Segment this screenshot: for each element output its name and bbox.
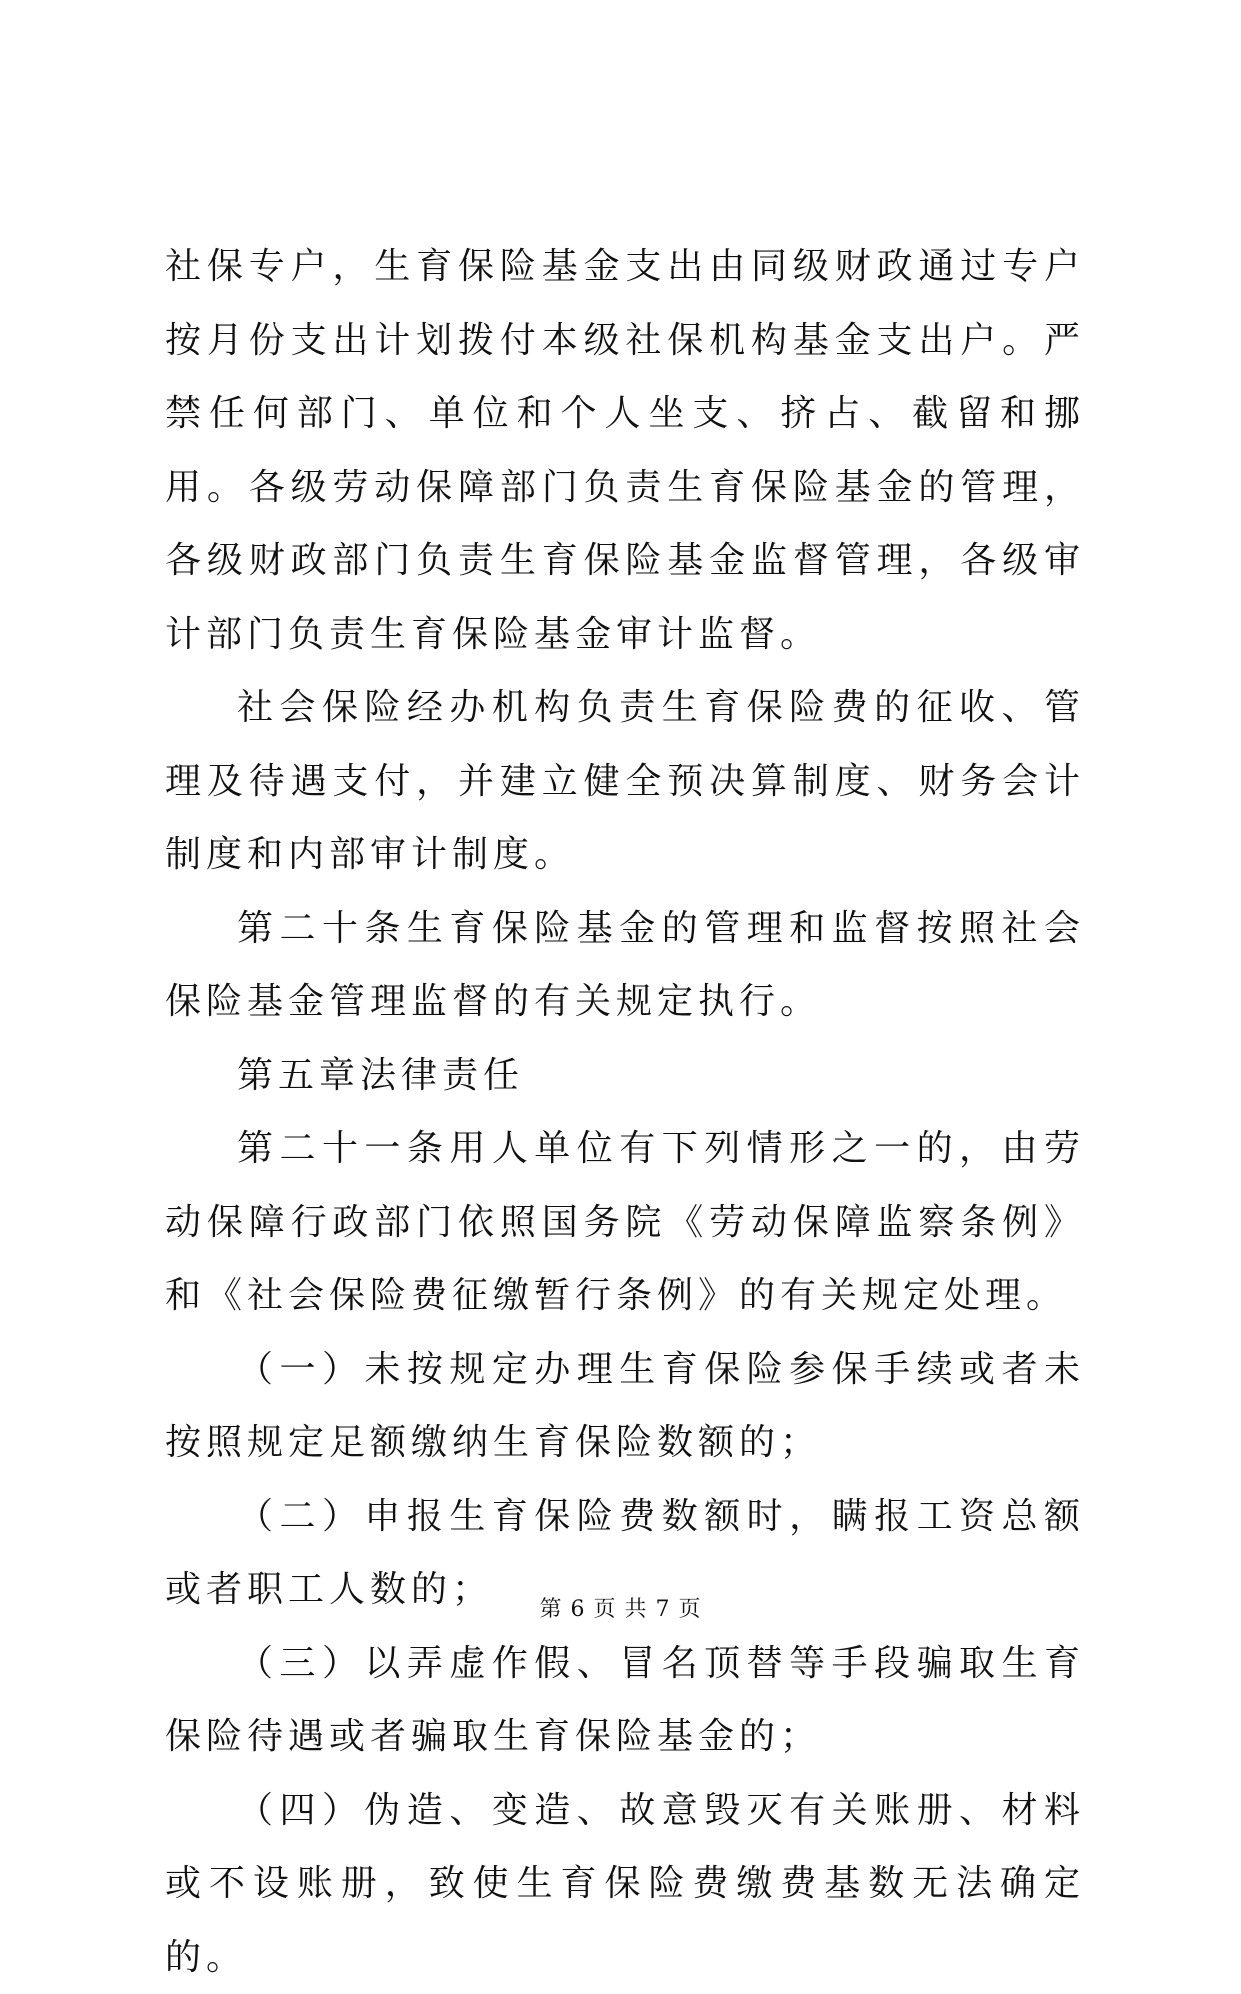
paragraph-article-20: 第二十条生育保险基金的管理和监督按照社会保险基金管理监督的有关规定执行。 [165, 892, 1085, 1039]
list-item-1: （一）未按规定办理生育保险参保手续或者未按照规定足额缴纳生育保险数额的； [165, 1333, 1085, 1480]
paragraph-agency-duties: 社会保险经办机构负责生育保险费的征收、管理及待遇支付，并建立健全预决算制度、财务会计制度和内部审计制度。 [165, 671, 1085, 892]
list-item-2: （二）申报生育保险费数额时，瞒报工资总额或者职工人数的； [165, 1480, 1085, 1627]
list-item-4: （四）伪造、变造、故意毁灭有关账册、材料或不设账册，致使生育保险费缴费基数无法确定的。 [165, 1774, 1085, 1994]
list-item-3: （三）以弄虚作假、冒名顶替等手段骗取生育保险待遇或者骗取生育保险基金的； [165, 1627, 1085, 1774]
chapter-heading-legal-liability: 第五章法律责任 [165, 1039, 1085, 1113]
document-body [165, 230, 1085, 1994]
paragraph-article-21: 第二十一条用人单位有下列情形之一的，由劳动保障行政部门依照国务院《劳动保障监察条例》和《社会保险费征缴暂行条例》的有关规定处理。 [165, 1112, 1085, 1333]
paragraph-fund-management: 社保专户，生育保险基金支出由同级财政通过专户按月份支出计划拨付本级社保机构基金支出户。严禁任何部门、单位和个人坐支、挤占、截留和挪用。各级劳动保障部门负责生育保险基金的管理，各级财政部门负责生育保险基金监督管理，各级审计部门负责生育保险基金审计监督。 [165, 230, 1085, 671]
page-number-footer: 第 6 页 共 7 页 [0, 1592, 1241, 1623]
